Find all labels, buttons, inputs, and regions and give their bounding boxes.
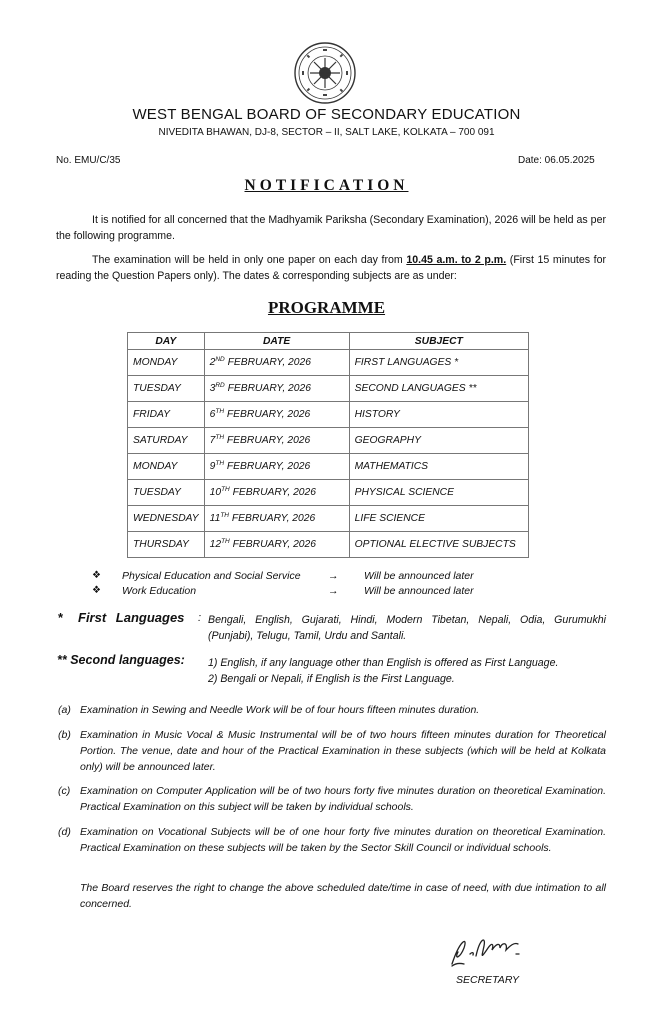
board-address: NIVEDITA BHAWAN, DJ-8, SECTOR – II, SALT LAKE, KOLKATA – 700 091: [158, 127, 495, 138]
note-c: [58, 783, 606, 815]
bullet-value: Will be announced later: [364, 585, 474, 597]
date-ordinal-suffix: ND: [215, 356, 225, 363]
cell-subject: FIRST LANGUAGES *: [349, 350, 528, 376]
cell-day: MONDAY: [128, 454, 205, 480]
table-row: [128, 350, 529, 376]
date-day-number: 10: [209, 487, 222, 498]
bullet-item: [92, 585, 512, 600]
table-row: [128, 506, 529, 532]
bullet-value: Will be announced later: [364, 570, 474, 582]
date-ordinal-suffix: TH: [221, 538, 230, 545]
closing-statement: The Board reserves the right to change the above scheduled date/time in case of need, with due intimation to all concerned.: [80, 882, 606, 910]
note-label: (d): [58, 826, 71, 838]
first-languages-list: Bengali, English, Gujarati, Hindi, Modern Tibetan, Nepali, Odia, Gurumukhi (Punjabi), Telugu, Tamil, Urdu and Santali.: [208, 614, 606, 642]
note-a: [58, 702, 606, 718]
intro-paragraph-2: The examination will be held in only one paper on each day from 10.45 a.m. to 2 p.m. (First 15 minutes for reading the Question Papers only). The dates & corresponding subjects are as under:: [56, 254, 606, 282]
exam-time: 10.45 a.m. to 2 p.m.: [406, 254, 507, 266]
date-day-number: 11: [209, 513, 221, 524]
cell-date: [204, 532, 349, 558]
signer-title: SECRETARY: [456, 974, 520, 986]
cell-subject: OPTIONAL ELECTIVE SUBJECTS: [349, 532, 528, 558]
table-row: [128, 532, 529, 558]
date-day-number: 7: [209, 435, 216, 446]
column-header-day: DAY: [128, 333, 205, 350]
date-month-year: FEBRUARY, 2026: [224, 409, 311, 420]
date-month-year: FEBRUARY, 2026: [224, 357, 311, 368]
cell-day: THURSDAY: [128, 532, 205, 558]
cell-date: [204, 376, 349, 402]
diamond-bullet-icon: ❖: [92, 585, 101, 596]
cell-day: MONDAY: [128, 350, 205, 376]
second-languages-label: ** Second languages:: [57, 653, 185, 667]
notification-title: NOTIFICATION: [244, 177, 409, 194]
cell-day: WEDNESDAY: [128, 506, 205, 532]
second-languages-list: [208, 655, 606, 687]
cell-date: [204, 480, 349, 506]
date-month-year: FEBRUARY, 2026: [228, 513, 316, 524]
board-name: WEST BENGAL BOARD OF SECONDARY EDUCATION: [132, 106, 521, 123]
table-header-row: [128, 333, 529, 350]
table-row: [128, 402, 529, 428]
note-d: [58, 824, 606, 856]
table-row: [128, 428, 529, 454]
note-label: (b): [58, 729, 71, 741]
note-text: Examination in Sewing and Needle Work will be of four hours fifteen minutes duration.: [80, 704, 480, 716]
programme-table: [127, 332, 529, 558]
bullet-label: Physical Education and Social Service: [122, 570, 301, 582]
cell-subject: LIFE SCIENCE: [349, 506, 528, 532]
cell-subject: HISTORY: [349, 402, 528, 428]
bullet-item: [92, 570, 512, 585]
cell-date: [204, 506, 349, 532]
cell-subject: MATHEMATICS: [349, 454, 528, 480]
second-language-rule: 1) English, if any language other than English is offered as First Language.: [208, 657, 559, 669]
date-day-number: 3: [209, 383, 216, 394]
note-text: Examination in Music Vocal & Music Instrumental will be of two hours fifteen minutes duration for Theoretical Portion. The venue, date and hour of the Practical Examination in these subjects (which will be held at Kolkata only) will be announced later.: [80, 729, 606, 773]
cell-day: FRIDAY: [128, 402, 205, 428]
note-label: (a): [58, 704, 71, 716]
first-languages-label: First Languages: [78, 610, 185, 625]
date-day-number: 12: [209, 539, 222, 550]
date-day-number: 6: [209, 409, 216, 420]
reference-number: No. EMU/C/35: [56, 155, 121, 166]
date-ordinal-suffix: TH: [215, 460, 225, 467]
date-month-year: FEBRUARY, 2026: [229, 487, 316, 498]
cell-day: SATURDAY: [128, 428, 205, 454]
date-month-year: FEBRUARY, 2026: [224, 435, 311, 446]
column-header-date: DATE: [204, 333, 349, 350]
date-ordinal-suffix: TH: [215, 408, 225, 415]
note-label: (c): [58, 785, 71, 797]
date-ordinal-suffix: TH: [221, 486, 230, 493]
date-ordinal-suffix: RD: [215, 382, 225, 389]
table-row: [128, 376, 529, 402]
note-text: Examination on Computer Application will be of two hours forty five minutes duration on theoretical Examination. Practical Examination on this subject will be taken by individual schools.: [80, 785, 606, 813]
note-b: [58, 727, 606, 775]
arrow-right-icon: →: [328, 570, 339, 582]
date-ordinal-suffix: TH: [215, 434, 225, 441]
bullet-label: Work Education: [122, 585, 197, 597]
cell-date: [204, 428, 349, 454]
note-text: Examination on Vocational Subjects will be of one hour forty five minutes duration on theoretical Examination. Practical Examination on these subjects will be taken by the Sector Skill Council or individual schools.: [80, 826, 606, 854]
cell-day: TUESDAY: [128, 376, 205, 402]
cell-subject: GEOGRAPHY: [349, 428, 528, 454]
first-languages-colon: :: [198, 612, 202, 624]
date-month-year: FEBRUARY, 2026: [229, 539, 316, 550]
second-language-rule: 2) Bengali or Nepali, if English is the First Language.: [208, 673, 455, 685]
programme-title: PROGRAMME: [267, 298, 386, 317]
signature-image: [446, 930, 536, 970]
date-day-number: 2: [209, 357, 216, 368]
arrow-right-icon: →: [328, 585, 339, 597]
table-row: [128, 454, 529, 480]
cell-subject: PHYSICAL SCIENCE: [349, 480, 528, 506]
date-day-number: 9: [209, 461, 216, 472]
board-seal-logo: [294, 42, 356, 104]
cell-date: [204, 350, 349, 376]
cell-subject: SECOND LANGUAGES **: [349, 376, 528, 402]
table-row: [128, 480, 529, 506]
cell-date: [204, 454, 349, 480]
date-month-year: FEBRUARY, 2026: [224, 461, 311, 472]
cell-day: TUESDAY: [128, 480, 205, 506]
date-month-year: FEBRUARY, 2026: [224, 383, 311, 394]
intro-paragraph-1: It is notified for all concerned that the Madhyamik Pariksha (Secondary Examination), 2026 will be held as per the following programme.: [56, 214, 606, 242]
date-ordinal-suffix: TH: [220, 512, 229, 519]
column-header-subject: SUBJECT: [349, 333, 528, 350]
bullet-list: [92, 570, 512, 600]
notice-date: Date: 06.05.2025: [518, 155, 595, 166]
cell-date: [204, 402, 349, 428]
first-languages-asterisk: *: [58, 610, 64, 625]
diamond-bullet-icon: ❖: [92, 570, 101, 581]
